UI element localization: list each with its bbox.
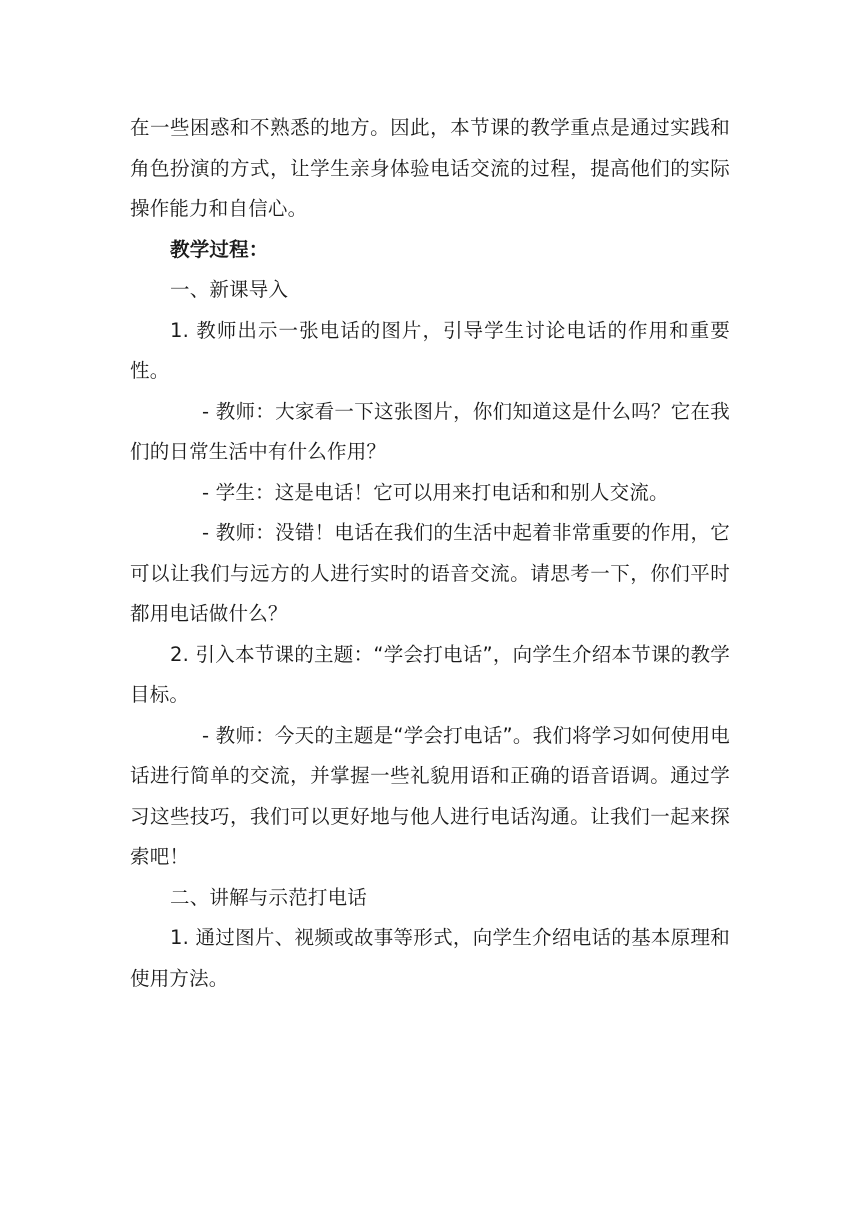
dialogue-line-teacher: - 教师：没错！电话在我们的生活中起着非常重要的作用，它可以让我们与远方的人进行实时的语音交流。请思考一下，你们平时都用电话做什么？ bbox=[130, 521, 730, 625]
section-heading-demo: 二、讲解与示范打电话 bbox=[170, 885, 368, 909]
section-heading-teaching-process: 教学过程： bbox=[170, 237, 269, 261]
list-item: 2. 引入本节课的主题：“学会打电话”，向学生介绍本节课的教学目标。 bbox=[130, 642, 730, 706]
section-heading-new-lesson: 一、新课导入 bbox=[170, 278, 289, 301]
paragraph-continued-intro: 在一些困惑和不熟悉的地方。因此，本节课的教学重点是通过实践和角色扮演的方式，让学生亲身体验电话交流的过程，提高他们的实际操作能力和自信心。 bbox=[130, 116, 730, 220]
dialogue-line-teacher: - 教师：大家看一下这张图片，你们知道这是什么吗？它在我们的日常生活中有什么作用？ bbox=[130, 399, 730, 463]
list-item: 1. 通过图片、视频或故事等形式，向学生介绍电话的基本原理和使用方法。 bbox=[130, 926, 730, 990]
list-item: 1. 教师出示一张电话的图片，引导学生讨论电话的作用和重要性。 bbox=[130, 318, 730, 382]
dialogue-line-student: - 学生：这是电话！它可以用来打电话和和别人交流。 bbox=[202, 480, 669, 504]
document-body bbox=[130, 108, 730, 999]
dialogue-line-teacher: - 教师：今天的主题是“学会打电话”。我们将学习如何使用电话进行简单的交流，并掌握一些礼貌用语和正确的语音语调。通过学习这些技巧，我们可以更好地与他人进行电话沟通。让我们一起来探索吧！ bbox=[130, 723, 730, 868]
